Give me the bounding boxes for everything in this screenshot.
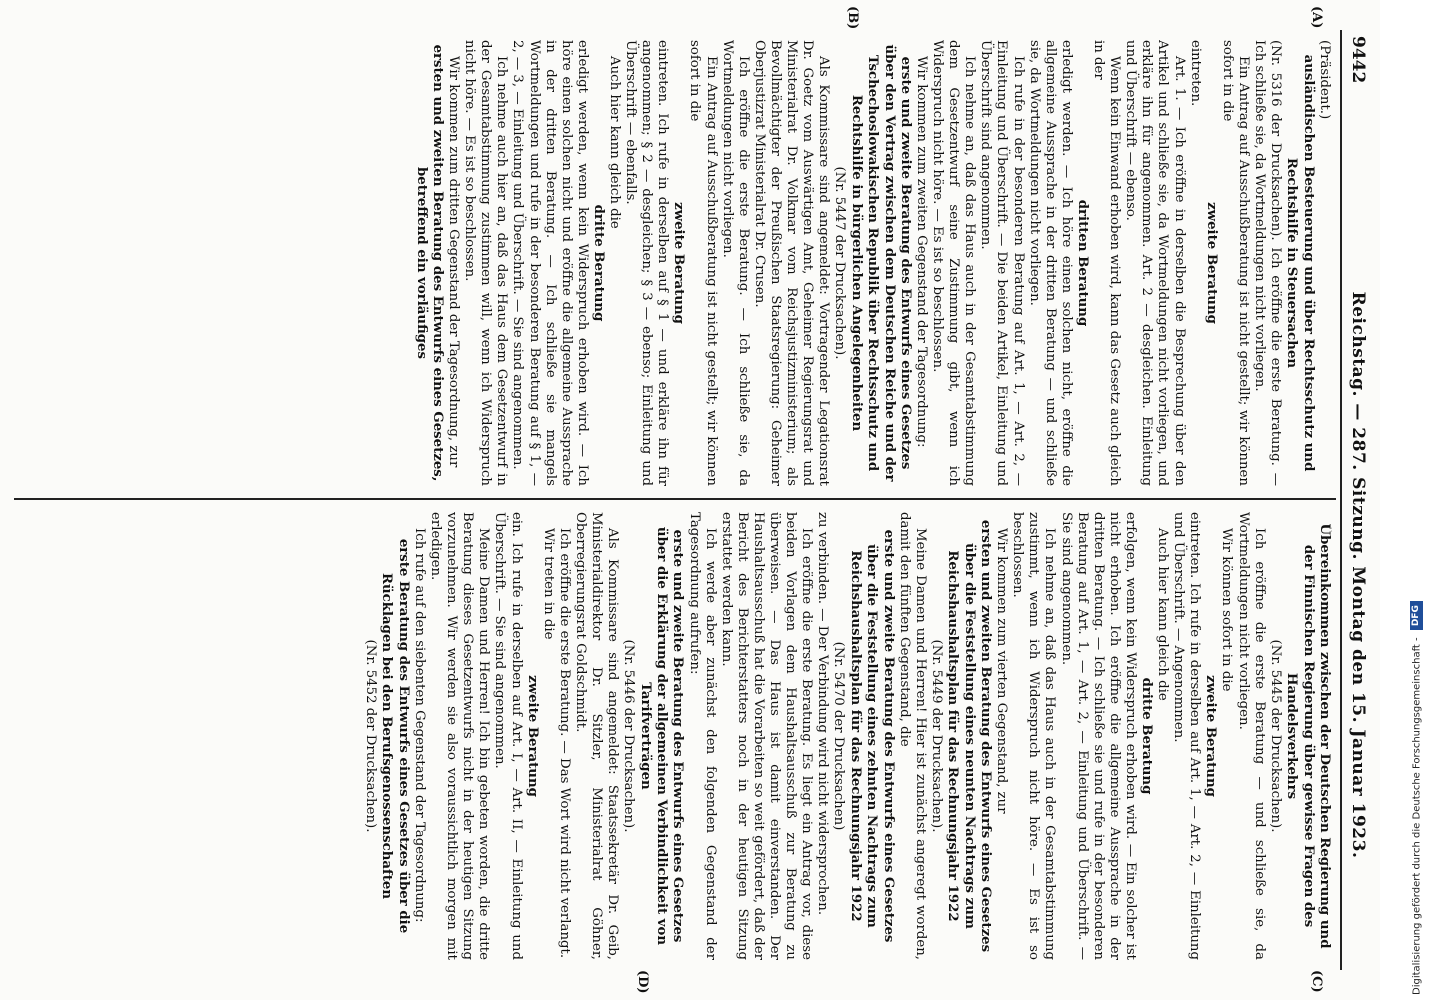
paragraph: Ich rufe auf den siebenten Gegenstand der Tagesordnung: bbox=[412, 528, 427, 923]
paragraph: Auch hier kann gleich die bbox=[607, 56, 622, 229]
dfg-logo-icon: DFG bbox=[1410, 601, 1423, 630]
margin-marker-c: (C) bbox=[1309, 970, 1324, 993]
paragraph: Ein Antrag auf Ausschußberatung ist nicht gestellt; wir können sofort in die bbox=[1219, 40, 1251, 486]
footer-credit-text: Digitalisierung gefördert durch die Deutsche Forschungsgemeinschaft - bbox=[1411, 637, 1423, 995]
digitization-footer bbox=[1400, 0, 1434, 1000]
subheading: dritten Beratung bbox=[1074, 199, 1090, 327]
speaker-label: (Präsident.) bbox=[1317, 40, 1332, 120]
paragraph: erledigt werden, wenn kein Widerspruch erhoben wird. — Ich höre einen solchen nicht und eröffne die allgemeine Aussprache in der dritten Beratung. — Ich schließe sie mangels Wortmeldungen und rufe in der besonderen Beratung auf § 1, — 2, — 3, — Einleitung und Überschrift. — Sie sind angenommen. bbox=[510, 40, 590, 486]
paragraph: ein. Ich rufe in derselben auf Art. I, — Art. II, — Einleitung und Überschrift. — Sie sind angenommen. bbox=[492, 512, 524, 960]
margin-marker-d: (D) bbox=[635, 970, 650, 994]
paragraph: eintreten. Ich rufe in derselben auf § 1 — und erkläre ihn für angenommen; § 2 — desgleichen; § 3 — ebenso; Einleitung und Überschrift — ebenfalls. bbox=[623, 40, 671, 486]
paragraph: erfolgen, wenn kein Widerspruch erhoben wird. — Ein solcher ist nicht erhoben. Ich eröffne die allgemeine Aussprache in der dritten Beratung. — Ich schließe sie und rufe in der besonderen Beratung auf Art. 1, — Art. 2, — Einleitung und Überschrift. — Sie sind angenommen. bbox=[1058, 512, 1138, 960]
paragraph: eintreten. bbox=[1187, 40, 1203, 107]
paragraph: Ich eröffne die erste Beratung. — Das Wort wird nicht verlangt. bbox=[556, 528, 572, 959]
paragraph: zu verbinden. — Der Verbindung wird nicht widersprochen. bbox=[815, 512, 831, 916]
document-reference: (Nr. 5470 der Drucksachen) bbox=[831, 641, 847, 831]
agenda-heading: erste und zweite Beratung des Entwurfs eines Gesetzes über die Erklärung der allgemeinen Verbindlichkeit von Tarifverträgen bbox=[637, 526, 686, 946]
paragraph: Ich eröffne die erste Beratung. — Ich schließe sie, da Wortmeldungen nicht vorliegen. bbox=[719, 40, 751, 486]
document-reference: (Nr. 5446 der Drucksachen). bbox=[621, 639, 637, 833]
header-rule bbox=[1340, 30, 1342, 970]
footer-credit bbox=[1410, 601, 1423, 995]
margin-marker-b: (B) bbox=[845, 6, 860, 30]
subheading: zweite Beratung bbox=[1203, 675, 1219, 797]
paragraph: Auch hier kann gleich die bbox=[1155, 528, 1171, 701]
agenda-heading: ausländischen Besteuerung und über Rechtsschutz und Rechtshilfe in Steuersachen bbox=[1284, 54, 1316, 472]
paragraph: Wir können sofort in die bbox=[1219, 528, 1235, 692]
paragraph: eintreten. Ich rufe in derselben auf Art. 1, — Art. 2, — Einleitung und Überschrift. — Angenommen. bbox=[1171, 512, 1203, 960]
right-column bbox=[12, 512, 1332, 960]
paragraph: Wenn kein Einwand erhoben wird, kann das Gesetz auch gleich in der bbox=[1091, 40, 1123, 486]
left-column bbox=[12, 40, 1332, 486]
document-reference: (Nr. 5452 der Drucksachen). bbox=[363, 639, 379, 833]
column-divider bbox=[14, 498, 1336, 500]
subheading: zweite Beratung bbox=[1203, 202, 1219, 324]
paragraph: Als Kommissare sind angemeldet: Staatssekretär Dr. Geib, Ministerialdirektor Dr. Sitzler, Ministerialrat Göhner, Oberregierungsrat Goldschmidt. bbox=[572, 512, 621, 960]
subheading: zweite Beratung bbox=[671, 202, 687, 324]
paragraph: Ich nehme auch hier an, daß das Haus dem Gesetzentwurf in der Gesamtabstimmung zustimmen will, wenn ich Widerspruch nicht höre. — Es ist so beschlossen. bbox=[462, 40, 510, 486]
paragraph: Ich eröffne die erste Beratung — und schließe sie, da Wortmeldungen nicht vorliegen. bbox=[1235, 512, 1267, 960]
paragraph: Wir kommen zum zweiten Gegenstand der Tagesordnung: bbox=[914, 56, 930, 448]
paragraph: Ich nehme an, daß das Haus auch in der Gesamtabstimmung zustimmt, wenn ich Widerspruch nicht höre. — Es ist so beschlossen. bbox=[1010, 512, 1058, 960]
agenda-heading: ersten und zweiten Beratung des Entwurfs eines Gesetzes, betreffend ein vorläufiges bbox=[413, 44, 445, 482]
document-reference: (Nr. 5445 der Drucksachen). bbox=[1267, 639, 1283, 833]
paragraph: Meine Damen und Herren! Hier ist zunächst angeregt worden, damit den fünften Gegenstand, die bbox=[896, 512, 928, 960]
subheading: dritte Beratung bbox=[590, 204, 606, 322]
subheading: zweite Beratung bbox=[524, 675, 540, 797]
subheading: dritte Beratung bbox=[1139, 677, 1155, 795]
agenda-heading: erste und zweite Beratung des Entwurfs eines Gesetzes über den Vertrag zwischen dem Deutschen Reiche und der Tschechoslowakischen Republik über Rechtsschutz und Rechtshilfe in bürgerlichen Angelegenheiten bbox=[848, 44, 913, 482]
paragraph: Ich nehme an, daß das Haus auch in der Gesamtabstimmung dem Gesetzentwurf seine Zustimmung gibt, wenn ich Widerspruch nicht höre. — Es ist so beschlossen. bbox=[930, 40, 978, 486]
agenda-heading: Übereinkommen zwischen der Deutschen Regierung und der Finnischen Regierung über gewisse Fragen des Handelsverkehrs bbox=[1284, 523, 1332, 949]
margin-marker-a: (A) bbox=[1309, 6, 1324, 29]
paragraph: Ich rufe in der besonderen Beratung auf Art. 1, — Art. 2, — Einleitung und Überschrift. — Die beiden Artikel, Einleitung und Überschrift sind angenommen. bbox=[978, 40, 1026, 486]
document-reference: (Nr. 5449 der Drucksachen). bbox=[928, 639, 944, 833]
page-number: 9442 bbox=[1348, 36, 1368, 84]
page-header bbox=[1342, 36, 1372, 964]
paragraph: Meine Damen und Herren! Ich bin gebeten worden, die dritte Beratung dieses Gesetzentwurfs nicht in der heutigen Sitzung vorzunehmen. Wir werden sie also voraussichtlich morgen mit erledigen. bbox=[428, 512, 492, 960]
document-reference: (Nr. 5447 der Drucksachen). bbox=[832, 166, 848, 360]
paragraph: erledigt werden. — Ich höre einen solchen nicht, eröffne die allgemeine Aussprache in der dritten Beratung — und schließe sie, da Wortmeldungen nicht vorliegen. bbox=[1026, 40, 1074, 486]
paragraph: Art. 1. — Ich eröffne in derselben die Besprechung über den Artikel und schließe sie, da Wortmeldungen nicht vorliegen, und erkläre ihn für angenommen. Art. 2 — desgleichen. Einleitung und Überschrift — ebenso. bbox=[1123, 40, 1187, 486]
paragraph: Wir kommen zum vierten Gegenstand, zur bbox=[994, 528, 1010, 814]
paragraph: Ich werde aber zunächst den folgenden Gegenstand der Tagesordnung aufrufen: bbox=[686, 512, 718, 960]
paragraph: (Nr. 5316 der Drucksachen). Ich eröffne die erste Beratung. — Ich schließe sie, da Wortmeldungen nicht vorliegen. bbox=[1252, 40, 1284, 486]
agenda-heading: erste und zweite Beratung des Entwurfs eines Gesetzes über die Feststellung eines zehnten Nachtrags zum Reichshaushaltsplan für das Rechnungsjahr 1922 bbox=[847, 529, 896, 943]
agenda-heading: erste Beratung des Entwurfs eines Gesetzes über die Rücklagen bei den Berufsgenossenschaften bbox=[379, 538, 411, 934]
paragraph: Als Kommissare sind angemeldet: Vortragender Legationsrat Dr. Goetz vom Auswärtigen Amt, Geheimer Regierungsrat und Ministerialrat Dr. Volkmar vom Reichsjustizministerium; als Bevollmächtigter der Preußischen Staatsregierung: Geheimer Oberjustizrat Ministerialrat Dr. Crusen. bbox=[751, 40, 832, 486]
agenda-heading: ersten und zweiten Beratung des Entwurfs eines Gesetzes über die Feststellung eines neunten Nachtrags zum Reichshaushaltsplan für das Rechnungsjahr 1922 bbox=[945, 519, 994, 953]
paragraph: Wir kommen zum dritten Gegenstand der Tagesordnung, zur bbox=[446, 56, 462, 468]
paragraph: Wir treten in die bbox=[540, 528, 556, 640]
paragraph: Ein Antrag auf Ausschußberatung ist nicht gestellt; wir können sofort in die bbox=[687, 40, 719, 486]
page-title: Reichstag. — 287. Sitzung. Montag den 15. Januar 1923. bbox=[1348, 291, 1368, 859]
paragraph: Ich eröffne die erste Beratung. Es liegt ein Antrag vor, diese beiden Vorlagen dem Haushaltsausschuß zur Beratung zu überweisen. — Das Haus ist damit einverstanden. Der Haushaltsausschuß hat die Vorarbeiten so weit gefördert, daß der Bericht des Berichterstatters noch in der heutigen Sitzung erstattet werden kann. bbox=[718, 512, 815, 960]
